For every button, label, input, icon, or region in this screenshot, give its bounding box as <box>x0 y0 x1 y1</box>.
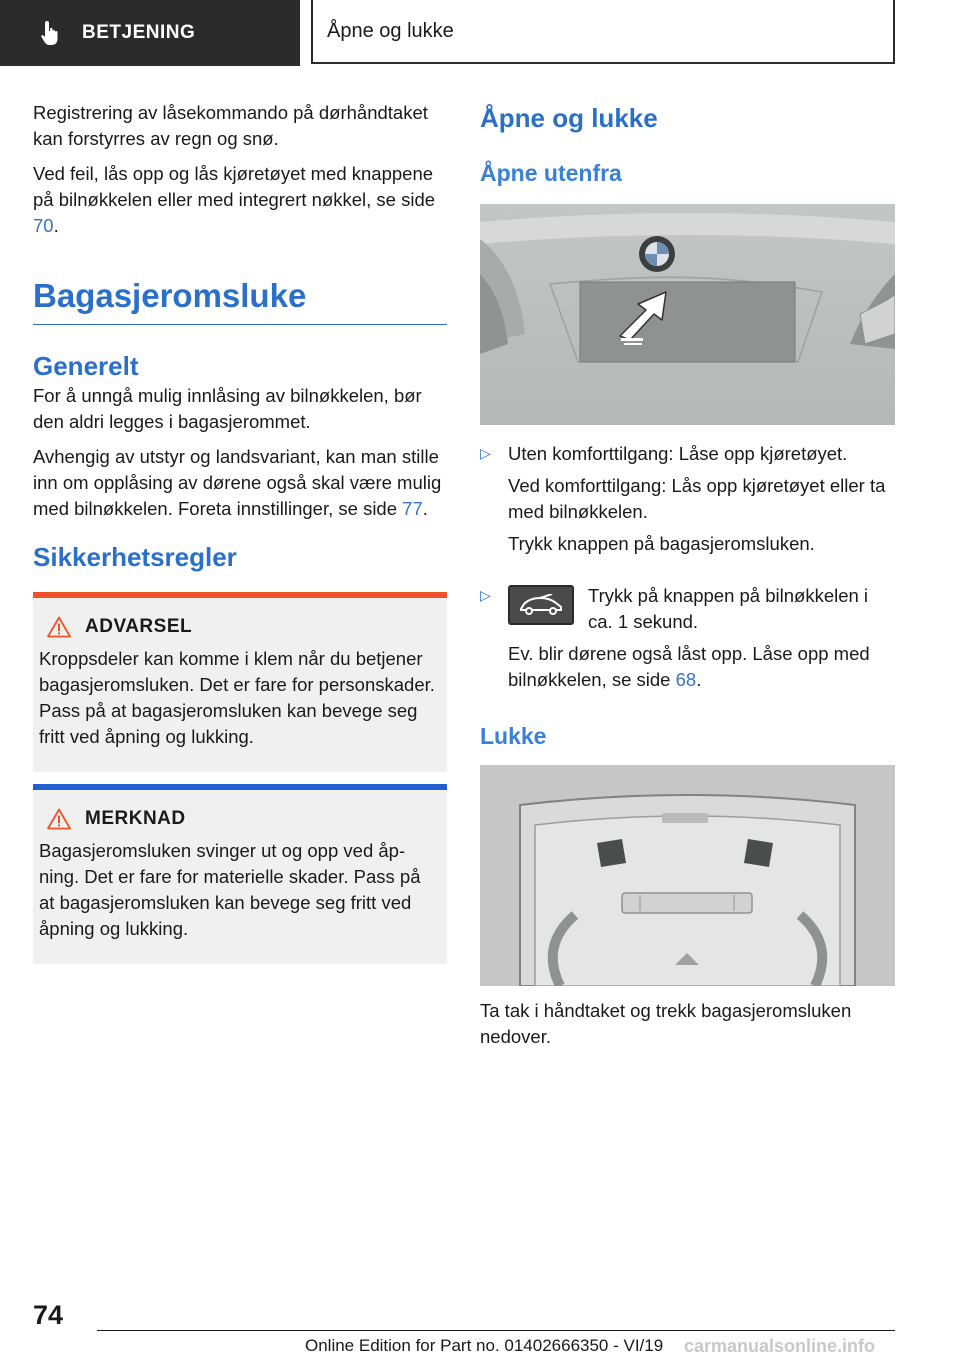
step-2 <box>480 583 895 699</box>
warning-box <box>33 592 447 772</box>
general-heading: Generelt <box>33 351 139 381</box>
notice-title: MERKNAD <box>85 808 186 829</box>
footer-divider <box>97 1330 895 1331</box>
step-1 <box>480 441 895 563</box>
left-column <box>33 100 447 964</box>
bullet-triangle-icon: ▷ <box>480 445 491 461</box>
step-2-line-1: Trykk på knappen på bilnøkkelen i ca. 1 sekund. <box>588 585 869 632</box>
safety-heading: Sikkerhetsregler <box>33 542 237 572</box>
intro-text: Ved feil, lås opp og lås kjøretøyet med knappene på bilnøkkelen eller med integrert nøkkel, se side <box>33 163 436 210</box>
notice-box <box>33 784 447 964</box>
caution-triangle-icon <box>47 808 71 830</box>
close-instruction: Ta tak i håndtaket og trekk bagasjeromsluken nedover. <box>480 1000 852 1047</box>
section-heading: Bagasjeromsluke <box>33 248 447 325</box>
page-link-68[interactable]: 68 <box>675 669 697 690</box>
page-link-70[interactable]: 70 <box>33 215 54 236</box>
page-link-77[interactable]: 77 <box>402 498 423 519</box>
close-heading: Lukke <box>480 723 547 749</box>
open-close-heading: Åpne og lukke <box>480 103 658 133</box>
page-title: Åpne og lukke <box>311 0 895 64</box>
general-text: Avhengig av utstyr og landsvariant, kan man stille inn om opplåsing av dørene også skal være mulig med bilnøkkelen. Foreta innstillinger, se side <box>33 446 442 519</box>
step-2-end: . <box>696 669 702 690</box>
warning-title: ADVARSEL <box>85 616 193 637</box>
page-number: 74 <box>33 1300 64 1330</box>
step-2-line-2 <box>508 641 895 693</box>
step-1-line-1: Uten komforttilgang: Låse opp kjøretøyet. <box>508 443 848 464</box>
section-label: BETJENING <box>82 22 196 43</box>
warning-text: Kroppsdeler kan komme i klem når du betjener bagasjeromsluken. Det er fare for personskader. Pass på at bagasjeromsluken kan bevege seg fritt ved åpning og lukking. <box>39 648 435 747</box>
intro-paragraph-2 <box>33 161 447 239</box>
step-2-text: Ev. blir dørene også låst opp. Låse opp med bilnøkkelen, se side <box>508 643 870 690</box>
page-header <box>0 0 960 66</box>
trunk-interior-illustration <box>480 765 895 986</box>
bullet-triangle-icon: ▷ <box>480 587 491 603</box>
open-outside-heading: Åpne utenfra <box>480 160 622 186</box>
car-key-trunk-button-icon <box>508 585 574 625</box>
step-1-line-2: Ved komforttilgang: Lås opp kjøretøyet eller ta med bilnøkkelen. <box>508 475 886 522</box>
general-paragraph-2 <box>33 444 447 522</box>
general-paragraph-1: For å unngå mulig innlåsing av bilnøkkelen, bør den aldri legges i bagasjerommet. <box>33 385 422 432</box>
right-column <box>480 100 895 1059</box>
trunk-exterior-illustration <box>480 204 895 425</box>
notice-text: Bagasjeromsluken svinger ut og opp ved åpning. Det er fare for materielle skader. Pass på at bagasjeromsluken kan bevege seg fritt ved åpning og lukking. <box>39 840 421 939</box>
pointing-hand-icon <box>36 18 66 48</box>
edition-text: Online Edition for Part no. 01402666350 - VI/19 <box>305 1336 664 1355</box>
intro-end: . <box>53 215 59 236</box>
section-tab <box>0 0 300 66</box>
watermark: carmanualsonline.info <box>684 1336 876 1356</box>
step-1-line-3: Trykk knappen på bagasjeromsluken. <box>508 533 815 554</box>
general-end: . <box>422 498 428 519</box>
warning-triangle-icon <box>47 616 71 638</box>
intro-paragraph-1: Registrering av låsekommando på dørhåndtaket kan forstyrres av regn og snø. <box>33 102 428 149</box>
